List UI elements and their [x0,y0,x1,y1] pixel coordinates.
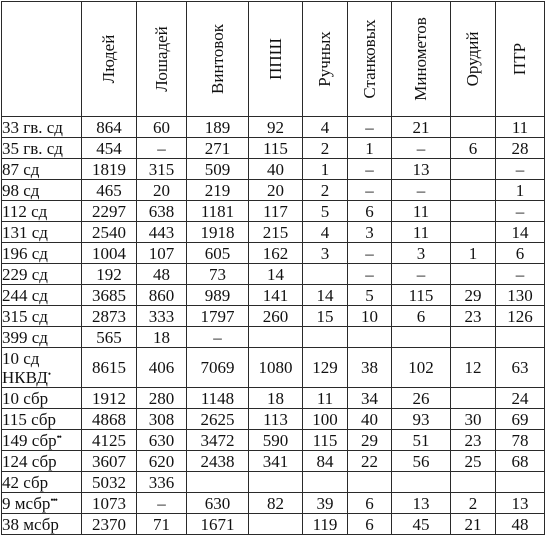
unit-name-cell [2,451,82,472]
value-cell: – [496,264,545,285]
table-body [2,117,545,535]
value-cell: 1671 [187,514,249,535]
value-cell: 23 [451,430,496,451]
value-cell: 30 [451,409,496,430]
value-cell: 3 [392,243,451,264]
value-cell [392,327,451,348]
table-row [2,117,545,138]
value-cell [303,472,348,493]
value-cell: 34 [348,388,392,409]
value-cell: 4125 [82,430,137,451]
value-cell: 11 [392,201,451,222]
table-row [2,264,545,285]
value-cell: 3685 [82,285,137,306]
unit-name-cell [2,285,82,306]
value-cell: 15 [303,306,348,327]
value-cell: 10 [348,306,392,327]
unit-name-text: 196 сд [2,243,48,263]
value-cell: 24 [496,388,545,409]
unit-name-cell [2,409,82,430]
value-cell: 1819 [82,159,137,180]
value-cell: 219 [187,180,249,201]
value-cell: 406 [137,348,187,388]
unit-name-cell [2,180,82,201]
unit-name [2,473,81,492]
table-row [2,201,545,222]
value-cell [451,117,496,138]
unit-name [2,515,81,534]
value-cell: 18 [137,327,187,348]
unit-name-cell [2,430,82,451]
value-cell [348,327,392,348]
value-cell: 1181 [187,201,249,222]
column-header-submachine-guns: ППШ [249,2,303,117]
column-header-guns: Орудий [451,2,496,117]
value-cell: 117 [249,201,303,222]
value-cell: 565 [82,327,137,348]
value-cell [451,388,496,409]
unit-name [2,181,81,200]
value-cell: 1073 [82,493,137,514]
table-row [2,180,545,201]
value-cell: 630 [187,493,249,514]
value-cell: – [496,201,545,222]
value-cell: 315 [137,159,187,180]
unit-name-cell [2,117,82,138]
table-row [2,243,545,264]
value-cell: 1912 [82,388,137,409]
value-cell: 129 [303,348,348,388]
value-cell: 84 [303,451,348,472]
value-cell: 3 [303,243,348,264]
value-cell [249,472,303,493]
value-cell: 2625 [187,409,249,430]
unit-name-text: 315 сд [2,306,48,326]
value-cell [451,201,496,222]
value-cell: 29 [451,285,496,306]
unit-name-cell [2,388,82,409]
value-cell: 48 [496,514,545,535]
unit-name-cell [2,327,82,348]
value-cell: 12 [451,348,496,388]
header-row [2,2,545,117]
value-cell: 20 [137,180,187,201]
value-cell: 71 [137,514,187,535]
table-row [2,285,545,306]
header-corner-cell [2,2,82,117]
value-cell: 113 [249,409,303,430]
unit-name [2,139,81,158]
value-cell: 2438 [187,451,249,472]
unit-name-second-line-text: НКВД [2,367,48,387]
unit-name [2,410,81,429]
value-cell: 215 [249,222,303,243]
value-cell: 38 [348,348,392,388]
value-cell: 100 [303,409,348,430]
value-cell: 13 [392,493,451,514]
value-cell: 3 [348,222,392,243]
value-cell: 1004 [82,243,137,264]
table-row [2,222,545,243]
table-row [2,472,545,493]
unit-name-text: 229 сд [2,264,48,284]
value-cell: – [348,180,392,201]
value-cell: 26 [392,388,451,409]
unit-name [2,452,81,471]
value-cell: 5 [348,285,392,306]
value-cell: 192 [82,264,137,285]
unit-name [2,223,81,242]
unit-name [2,160,81,179]
value-cell: – [348,159,392,180]
value-cell: 6 [451,138,496,159]
unit-name [2,244,81,263]
value-cell [249,327,303,348]
column-header-rifles: Винтовок [187,2,249,117]
table-row [2,306,545,327]
value-cell: 1148 [187,388,249,409]
value-cell: 2873 [82,306,137,327]
value-cell: 1 [303,159,348,180]
value-cell: 4 [303,222,348,243]
value-cell: 4868 [82,409,137,430]
value-cell: 443 [137,222,187,243]
unit-name-text: 98 сд [2,180,40,200]
value-cell: – [187,327,249,348]
value-cell: 25 [451,451,496,472]
unit-name-text: 112 сд [2,201,48,221]
value-cell: – [496,159,545,180]
table-row [2,388,545,409]
unit-name-text: 38 мсбр [2,514,59,534]
value-cell: 21 [392,117,451,138]
value-cell: 1080 [249,348,303,388]
value-cell [451,327,496,348]
unit-name [2,349,81,368]
value-cell: – [392,264,451,285]
value-cell: 630 [137,430,187,451]
unit-name-text: 149 сбр [2,430,57,450]
value-cell: 11 [496,117,545,138]
unit-name-text: 9 мсбр [2,493,51,513]
value-cell: 5032 [82,472,137,493]
unit-name [2,389,81,408]
value-cell [303,264,348,285]
value-cell [451,264,496,285]
footnote-marker: •• [56,431,61,442]
value-cell: 13 [496,493,545,514]
unit-name-cell [2,472,82,493]
table-row [2,138,545,159]
value-cell: 3472 [187,430,249,451]
value-cell: 6 [348,201,392,222]
value-cell: – [137,138,187,159]
unit-name [2,494,81,513]
value-cell: 28 [496,138,545,159]
value-cell: 21 [451,514,496,535]
table-row [2,430,545,451]
value-cell [451,159,496,180]
value-cell: 115 [303,430,348,451]
value-cell: 280 [137,388,187,409]
unit-name [2,265,81,284]
unit-name-text: 10 сбр [2,388,49,408]
unit-name-cell [2,201,82,222]
value-cell: 13 [392,159,451,180]
value-cell: 341 [249,451,303,472]
value-cell: 56 [392,451,451,472]
value-cell: 864 [82,117,137,138]
value-cell: 68 [496,451,545,472]
value-cell: 7069 [187,348,249,388]
value-cell: 336 [137,472,187,493]
unit-name-cell [2,493,82,514]
value-cell: 6 [392,306,451,327]
value-cell: 333 [137,306,187,327]
unit-name [2,431,81,450]
value-cell: 11 [392,222,451,243]
value-cell: 590 [249,430,303,451]
value-cell: 115 [249,138,303,159]
unit-name-text: 42 сбр [2,472,49,492]
unit-name-text: 35 гв. сд [2,138,63,158]
value-cell: 14 [249,264,303,285]
unit-name-text: 124 сбр [2,451,57,471]
value-cell: 18 [249,388,303,409]
value-cell: 6 [348,514,392,535]
value-cell: 308 [137,409,187,430]
table-row [2,493,545,514]
value-cell: 2297 [82,201,137,222]
value-cell: 119 [303,514,348,535]
value-cell [496,472,545,493]
value-cell: 860 [137,285,187,306]
value-cell: 189 [187,117,249,138]
value-cell: 60 [137,117,187,138]
value-cell: 107 [137,243,187,264]
value-cell: 115 [392,285,451,306]
unit-name-cell [2,348,82,388]
value-cell: 14 [496,222,545,243]
unit-name-cell [2,159,82,180]
table-row [2,409,545,430]
unit-name-text: 10 сд [2,348,40,368]
value-cell: 93 [392,409,451,430]
value-cell: 45 [392,514,451,535]
value-cell: 465 [82,180,137,201]
value-cell [348,472,392,493]
value-cell [187,472,249,493]
value-cell: 20 [249,180,303,201]
value-cell: – [137,493,187,514]
value-cell: 22 [348,451,392,472]
value-cell: 40 [249,159,303,180]
strength-table [1,1,545,535]
value-cell: 1 [451,243,496,264]
value-cell: 5 [303,201,348,222]
value-cell [451,180,496,201]
table-row [2,451,545,472]
value-cell: 2 [451,493,496,514]
value-cell: 3607 [82,451,137,472]
value-cell: 141 [249,285,303,306]
value-cell: 162 [249,243,303,264]
value-cell: 1918 [187,222,249,243]
value-cell: 2370 [82,514,137,535]
column-header-mortars: Минометов [392,2,451,117]
column-header-people: Людей [82,2,137,117]
value-cell: 2 [303,138,348,159]
unit-name-text: 131 сд [2,222,48,242]
value-cell: 73 [187,264,249,285]
unit-name [2,307,81,326]
value-cell: 130 [496,285,545,306]
unit-name [2,328,81,347]
value-cell: 605 [187,243,249,264]
value-cell: 78 [496,430,545,451]
value-cell: 4 [303,117,348,138]
column-header-anti-tank-rifles: ПТР [496,2,545,117]
table-row [2,327,545,348]
value-cell: 69 [496,409,545,430]
value-cell: – [348,264,392,285]
unit-name-text: 399 сд [2,327,48,347]
value-cell: 14 [303,285,348,306]
value-cell: 638 [137,201,187,222]
value-cell: 2540 [82,222,137,243]
value-cell [451,472,496,493]
value-cell: 40 [348,409,392,430]
value-cell [392,472,451,493]
value-cell: 29 [348,430,392,451]
value-cell [451,222,496,243]
unit-name-cell [2,306,82,327]
value-cell: – [392,180,451,201]
value-cell: 509 [187,159,249,180]
value-cell: 126 [496,306,545,327]
footnote-marker: • [47,368,51,379]
column-header-light-machine-guns: Ручных [303,2,348,117]
unit-name-second-line [2,368,81,387]
value-cell: 39 [303,493,348,514]
unit-name-cell [2,264,82,285]
unit-name-text: 115 сбр [2,409,57,429]
value-cell [249,514,303,535]
unit-name-cell [2,514,82,535]
value-cell: 260 [249,306,303,327]
unit-name [2,286,81,305]
value-cell [303,327,348,348]
unit-name-text: 87 сд [2,159,40,179]
value-cell: 1 [348,138,392,159]
value-cell: 51 [392,430,451,451]
value-cell: 92 [249,117,303,138]
unit-name [2,118,81,137]
value-cell: 1 [496,180,545,201]
table-row [2,514,545,535]
unit-name-text: 244 сд [2,285,48,305]
value-cell: 6 [496,243,545,264]
unit-name-cell [2,243,82,264]
table-row [2,159,545,180]
value-cell: 11 [303,388,348,409]
column-header-horses: Лошадей [137,2,187,117]
value-cell: 63 [496,348,545,388]
unit-name-text: 33 гв. сд [2,117,63,137]
table-row [2,348,545,388]
value-cell: 48 [137,264,187,285]
value-cell: 82 [249,493,303,514]
unit-name [2,202,81,221]
value-cell: 102 [392,348,451,388]
value-cell: 8615 [82,348,137,388]
unit-name-cell [2,222,82,243]
value-cell: 23 [451,306,496,327]
unit-name-cell [2,138,82,159]
value-cell: – [348,243,392,264]
value-cell: – [348,117,392,138]
value-cell: 454 [82,138,137,159]
footnote-marker: ••• [50,494,57,505]
column-header-heavy-machine-guns: Станковых [348,2,392,117]
value-cell: – [392,138,451,159]
value-cell: 1797 [187,306,249,327]
value-cell: 2 [303,180,348,201]
value-cell: 6 [348,493,392,514]
value-cell: 271 [187,138,249,159]
value-cell: 620 [137,451,187,472]
value-cell [496,327,545,348]
value-cell: 989 [187,285,249,306]
